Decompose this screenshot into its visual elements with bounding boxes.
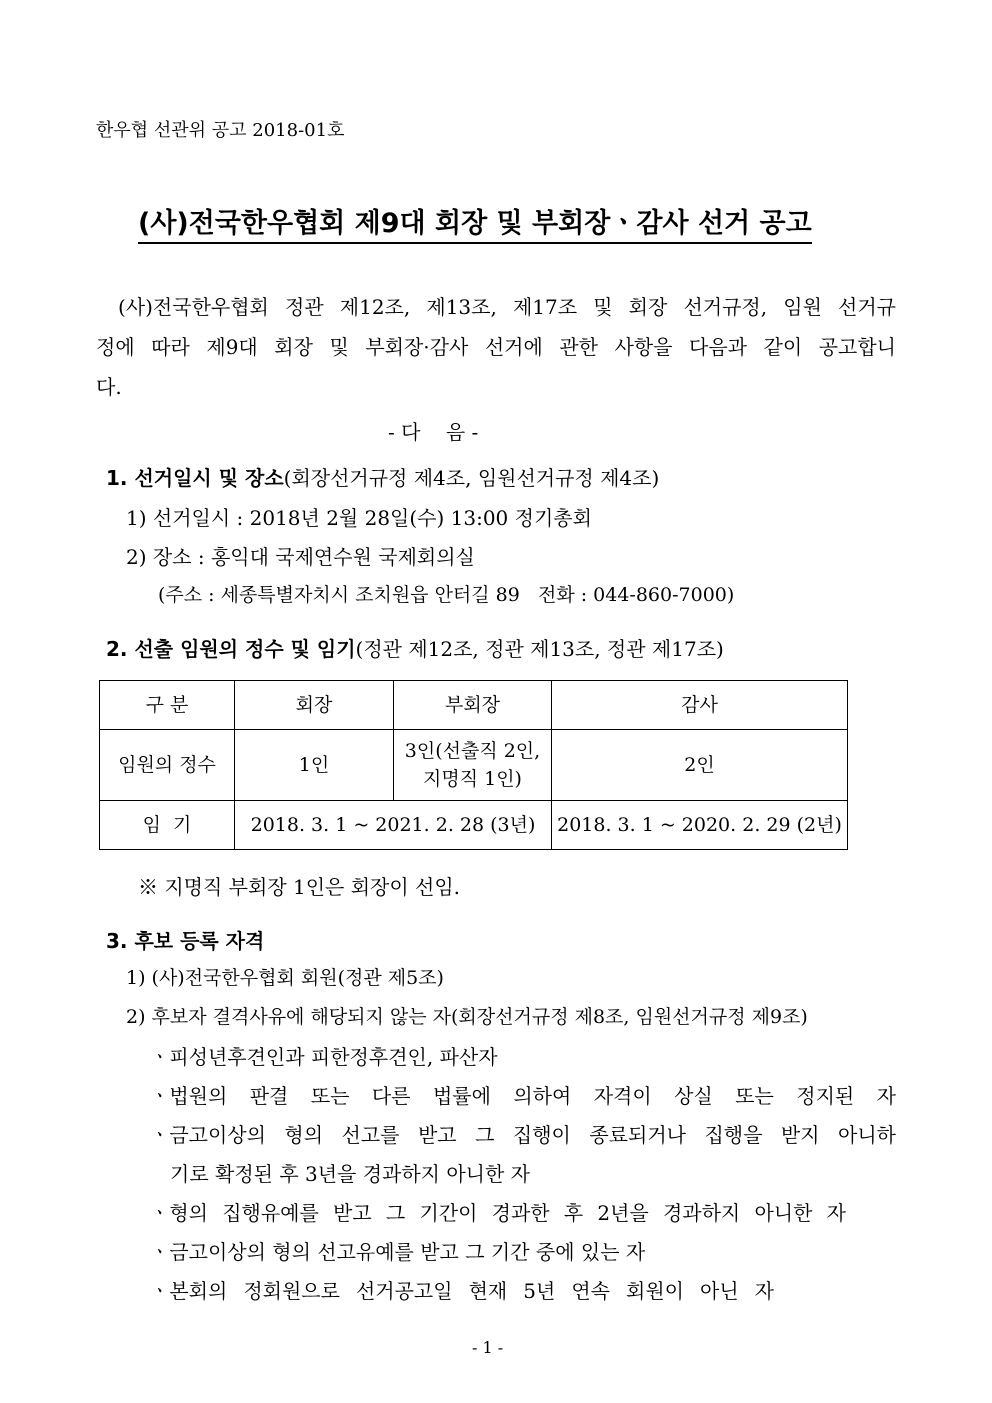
table-row-term: [100, 801, 848, 850]
bullet-1: ㆍ피성년후견인과 피한정후견인, 파산자: [150, 1045, 498, 1069]
section-2-footnote: ※ 지명직 부회장 1인은 회장이 선임.: [138, 875, 461, 899]
row-term-label: 임 기: [100, 801, 235, 850]
header-president: 회장: [235, 681, 394, 730]
bullet-5: ㆍ금고이상의 형의 선고유예를 받고 그 기간 중에 있는 자: [150, 1240, 646, 1264]
table-header-row: [100, 681, 848, 730]
header-category: 구 분: [100, 681, 235, 730]
bullet-3-continued: 기로 확정된 후 3년을 경과하지 아니한 자: [170, 1162, 530, 1186]
president-vp-term: 2018. 3. 1 ~ 2021. 2. 28 (3년): [235, 801, 552, 850]
document-title: (사)전국한우협회 제9대 회장 및 부회장ㆍ감사 선거 공고: [138, 209, 812, 244]
vice-president-count-line-2: 지명직 1인): [423, 768, 522, 790]
next-heading: - 다 음 -: [388, 420, 479, 444]
notice-number: 한우협 선관위 공고 2018-01호: [96, 120, 345, 141]
section-1-item-2: 2) 장소 : 홍익대 국제연수원 국제회의실: [126, 545, 475, 569]
section-1-address: (주소 : 세종특별자치시 조치원읍 안터길 89 전화 : 044-860-7000): [158, 584, 735, 606]
section-2-note: (정관 제12조, 정관 제13조, 정관 제17조): [355, 637, 724, 661]
auditor-count: 2인: [552, 730, 848, 801]
section-3-item-2: 2) 후보자 결격사유에 해당되지 않는 자(회장선거규정 제8조, 임원선거규정 제9조): [126, 1006, 808, 1028]
bullet-6: ㆍ본회의 정회원으로 선거공고일 현재 5년 연속 회원이 아닌 자: [150, 1279, 774, 1303]
intro-line-1: (사)전국한우협회 정관 제12조, 제13조, 제17조 및 회장 선거규정, 임원 선거규: [118, 295, 896, 319]
vice-president-count-line-1: 3인(선출직 2인,: [404, 740, 541, 762]
row-count-label: 임원의 정수: [100, 730, 235, 801]
bullet-4: ㆍ형의 집행유예를 받고 그 기간이 경과한 후 2년을 경과하지 아니한 자: [150, 1201, 846, 1225]
header-auditor: 감사: [552, 681, 848, 730]
auditor-term: 2018. 3. 1 ~ 2020. 2. 29 (2년): [552, 801, 848, 850]
section-2-title: 2. 선출 임원의 정수 및 임기: [106, 637, 356, 661]
section-1-note: (회장선거규정 제4조, 임원선거규정 제4조): [283, 466, 660, 490]
vice-president-count: [394, 730, 552, 801]
bullet-2: ㆍ법원의 판결 또는 다른 법률에 의하여 자격이 상실 또는 정지된 자: [150, 1084, 896, 1108]
officer-table: [99, 680, 848, 850]
section-1-heading: [106, 462, 659, 491]
section-1-title: 1. 선거일시 및 장소: [106, 466, 284, 490]
page-number: - 1 -: [472, 1338, 504, 1357]
section-3-title: 3. 후보 등록 자격: [106, 929, 265, 953]
section-2-heading: [106, 633, 724, 662]
president-count: 1인: [235, 730, 394, 801]
bullet-3: ㆍ금고이상의 형의 선고를 받고 그 집행이 종료되거나 집행을 받지 아니하: [150, 1123, 896, 1147]
table-row-count: [100, 730, 848, 801]
intro-line-3: 다.: [96, 375, 122, 399]
section-3-item-1: 1) (사)전국한우협회 회원(정관 제5조): [126, 967, 444, 989]
section-1-item-1: 1) 선거일시 : 2018년 2월 28일(수) 13:00 정기총회: [126, 506, 592, 530]
intro-line-2: 정에 따라 제9대 회장 및 부회장·감사 선거에 관한 사항을 다음과 같이 공고합니: [96, 335, 896, 359]
header-vice-president: 부회장: [394, 681, 552, 730]
